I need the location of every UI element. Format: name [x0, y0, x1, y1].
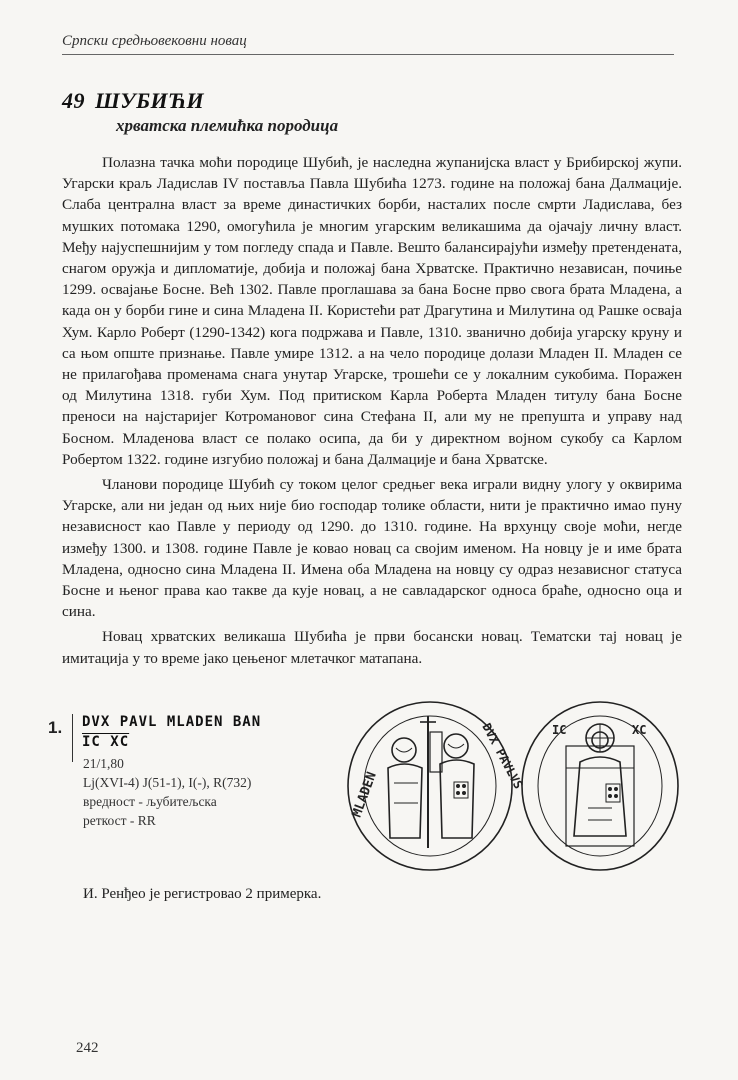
reverse-legend-right: XC: [632, 723, 647, 737]
specimen-note: И. Ренђео је регистровао 2 примерка.: [83, 886, 322, 902]
chapter-name: ШУБИЋИ: [95, 88, 205, 113]
catalog-details: [83, 754, 251, 830]
page-number: 242: [76, 1040, 99, 1056]
chapter-title: [62, 88, 204, 114]
rarity-rating: реткост - RR: [83, 813, 156, 828]
legend-line-2: IC XC: [82, 734, 130, 750]
obverse-legend-right: DVX PAVLVS: [479, 720, 526, 792]
paragraph: Новац хрватских великаша Шубића је први босански новац. Тематски тај новац је имитација у то време јако цењеног млетачког матапана.: [62, 628, 682, 667]
chapter-number: 49: [62, 88, 85, 113]
catalog-entry: [48, 712, 688, 912]
references: Lj(XVI-4) J(51-1), I(-), R(732): [83, 775, 252, 790]
catalog-divider: [72, 714, 73, 762]
reverse-legend-left: IC: [552, 723, 567, 737]
coin-reverse: [522, 702, 678, 870]
catalog-number: 1.: [48, 718, 63, 737]
value-rating: вредност - љубитељска: [83, 794, 217, 809]
legend-line-1: DVX PAVL MLADEN BAN: [82, 714, 262, 730]
paragraph: Полазна тачка моћи породице Шубић, је наследна жупанијска власт у Брибирској жупи. Угарски краљ Ладислав IV поставља Павла Шубића 1273. године на положај бана Далмације. Слаба централна власт за време династичких борби, насталих после смрти Ладислава, без мушких потомака 1290, омогућила је многим угарским великашима да ојачају личну власт. Међу најуспешнијим у том погледу спада и Павле. Вешто балансирајући између претендената, снагом оружја и дипломатије, добија и положај бана Хрватске. Практично независан, почиње 1299. освајање Босне. Већ 1302. Павле проглашава за бана Босне прво свога брата Младена, а када он у борби гине и сина Младена II. Користећи рат Драгутина и Милутина од Рашке осваја Хум. Карло Роберт (1290-1342) кога подржава и Павле, 1310. званично добија угарску круну и са њом опште признање. Павле умире 1312. а на чело породице долази Младен II. Младен се не прилагођава променама снага унутар Угарске, трошећи се у локалним сукобима. Поражен од Милутина 1318. губи Хум. Под притиском Карла Роберта Младен титулу бана Босне преноси на најстаријег Котромановог сина Стефана II, али му не препушта и управу над Босном. Младенова власт се полако осипа, да би у директном војном сукобу са Карлом Робертом 1322. године изгубио положај и бана Далмације и бана Хрватске.: [62, 154, 682, 468]
chapter-subtitle: хрватска племићка породица: [116, 116, 339, 135]
paragraph: Чланови породице Шубић су током целог средњег века играли видну улогу у оквирима Угарске, али ни један од њих није био господар толике области, нити је практично имао пуну независност као Павле у периоду од 1290. до 1310. године. На врхунцу своје моћи, негде између 1300. и 1308. године Павле је ковао новац са својим именом. На новцу је и име брата Младена, односно сина Младена II. Имена оба Младена на новцу су одраз независног статуса Босне и њеног права као такве да кује новац, а не савладарског односа браће, односно оца и сина.: [62, 476, 682, 621]
size-weight: 21/1,80: [83, 756, 124, 771]
coin-legend: [82, 714, 261, 750]
header-rule: [62, 54, 674, 55]
running-header: Српски средњовековни новац: [62, 33, 247, 49]
obverse-legend-left: MLADEN: [349, 770, 380, 820]
coin-drawings: [344, 698, 680, 874]
body-text: [62, 152, 682, 673]
